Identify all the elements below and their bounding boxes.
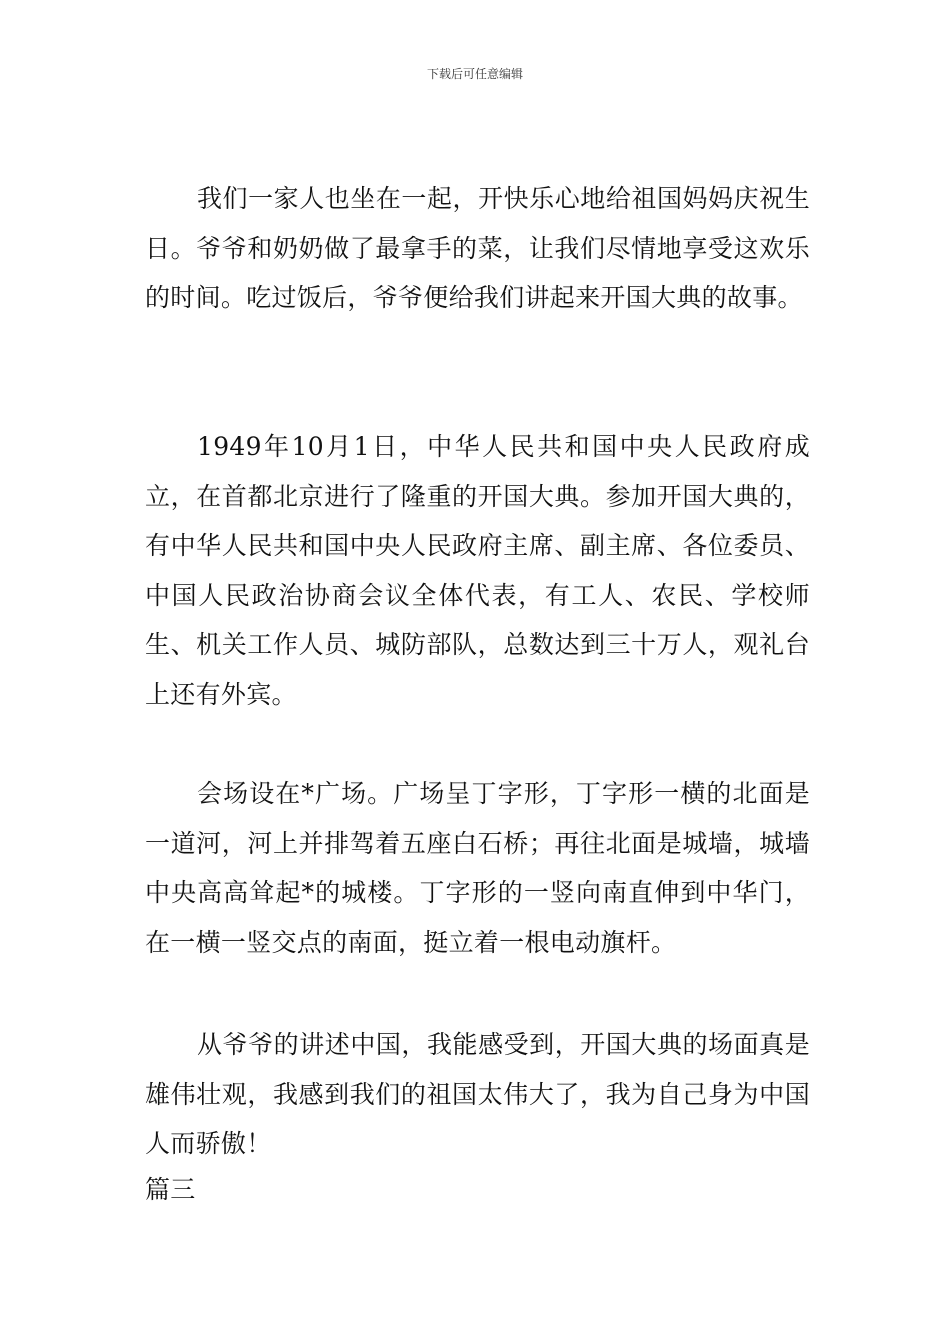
paragraph-pride: 从爷爷的讲述中国，我能感受到，开国大典的场面真是雄伟壮观，我感到我们的祖国太伟大了，我为自己身为中国人而骄傲！ <box>145 1030 810 1158</box>
section-label: 篇三 <box>145 1175 196 1204</box>
paragraph-founding-ceremony: 1949年10月1日，中华人民共和国中央人民政府成立，在首都北京进行了隆重的开国大典。参加开国大典的，有中华人民共和国中央人民政府主席、副主席、各位委员、中国人民政治协商会议全体代表，有工人、农民、学校师生、机关工作人员、城防部队，总数达到三十万人，观礼台上还有外宾。 <box>145 432 810 709</box>
paragraph-square-description: 会场设在*广场。广场呈丁字形，丁字形一横的北面是一道河，河上并排驾着五座白石桥；再往北面是城墙，城墙中央高高耸起*的城楼。丁字形的一竖向南直伸到中华门，在一横一竖交点的南面，挺立着一根电动旗杆。 <box>145 779 810 957</box>
paragraph-family-celebration: 我们一家人也坐在一起，开快乐心地给祖国妈妈庆祝生日。爷爷和奶奶做了最拿手的菜，让我们尽情地享受这欢乐的时间。吃过饭后，爷爷便给我们讲起来开国大典的故事。 <box>145 184 810 312</box>
header-note: 下载后可任意编辑 <box>426 67 523 81</box>
